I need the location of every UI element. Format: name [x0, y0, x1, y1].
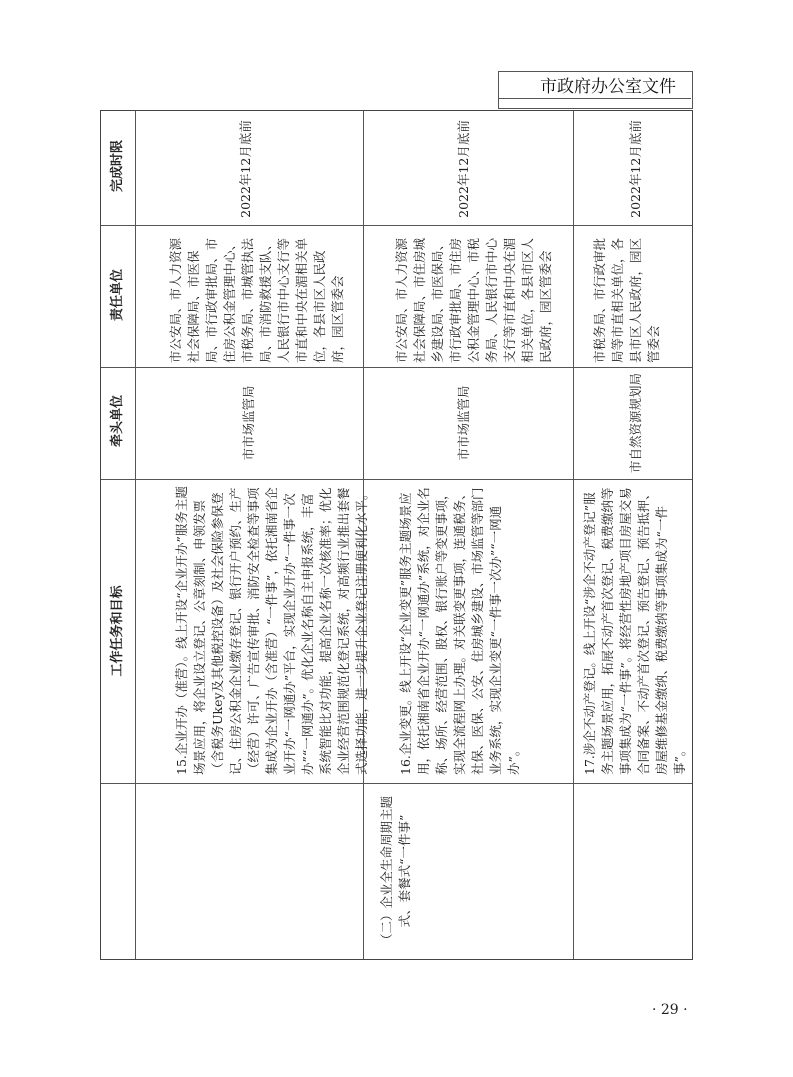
task-table: [100, 110, 693, 960]
section-title: （二）企业全生命周期主题式、套餐式“一件事”: [379, 796, 412, 947]
col-divider-lead: [101, 479, 692, 480]
header-task: 工作任务和目标: [110, 585, 125, 677]
banner-rule: [498, 98, 691, 99]
task-16-lead: 市市场监管局: [456, 385, 471, 461]
row-divider-16: [573, 111, 574, 959]
document-banner-title: 市政府办公室文件: [533, 74, 683, 100]
page-number: · 29 ·: [652, 1002, 688, 1018]
task-17-text: 17.涉企不动产登记。线上开设“涉企不动产登记”服务主题场景应用，拓展不动产首次登记、税费缴纳等事项集成为“一件事”。将经营性房地产项目房屋交易合同备案、不动产首次登记、预告登记、预告抵押、房屋维修基金缴纳、税费缴纳等事项集成为“一件事”。: [582, 487, 687, 775]
col-divider-responsible: [101, 367, 692, 368]
col-divider-task: [101, 783, 692, 784]
task-15-deadline: 2022年12月底前: [238, 120, 253, 218]
header-lead: 牵头单位: [110, 395, 125, 448]
header-row-divider: [135, 111, 136, 959]
task-16-text: 16.企业变更。线上开设“企业变更”服务主题场景应用，依托湘南省企业开办“一网通办”系统，对企业名称、场所、经营范围、股权、银行账户等变更事项，实现全流程网上办理。对关联变更事项，连通税务、社保、医保、公安、住房城乡建设、市场监管等部门业务系统，实现企业变更“一件事一次办”“一网通办”。: [398, 487, 521, 775]
task-17-deadline: 2022年12月底前: [628, 120, 643, 218]
task-16-deadline: 2022年12月底前: [456, 120, 471, 218]
task-15-responsible: 市公安局、市人力资源社会保障局、市医保局、市行政审批局、市住房公积金管理中心、市税务局、市城管执法局、市消防救援支队、人民银行市中心支行等市直和中央在湄相关单位，各县市区人民政府，园区管委会: [168, 237, 345, 363]
task-17-responsible: 市税务局、市行政审批局等市直相关单位，各县市区人民政府，园区管委会: [592, 237, 661, 363]
header-deadline: 完成时限: [110, 140, 125, 193]
task-16-responsible: 市公安局、市人力资源社会保障局、市住房城乡建设局、市医保局、市行政审批局、市住房公积金管理中心、市税务局、人民银行市中心支行等市直和中央在湄相关单位，各县市区人民政府，园区管委会: [394, 237, 553, 363]
header-responsible: 责任单位: [110, 269, 125, 322]
task-15-lead: 市市场监管局: [241, 385, 256, 461]
col-divider-deadline: [101, 225, 692, 226]
task-15-text: 15.企业开办（准营）。线上开设“企业开办”服务主题场景应用，将企业设立登记、公章刻制、申领发票（含税务Ukey及其他税控设备）及社会保险参保登记、住房公积金企业缴存登记、银行开户预约、生产（经营）许可、广告宣传审批、消防安全检查等事项集成为企业开办（含准营）“一件事”，依托湘南省企业开办“一网通办”平台，实现企业开办“一件事一次办”“一网通办”。优化企业名称自主申报系统，丰富系统智能比对功能，提高企业名称一次核准率；优化企业经营范围规范化登记系统，对高频行业推出套餐式选择功能，进一步提升企业登记注册便利化水平。: [174, 486, 369, 775]
task-17-lead: 市自然资源规划局: [628, 372, 643, 473]
